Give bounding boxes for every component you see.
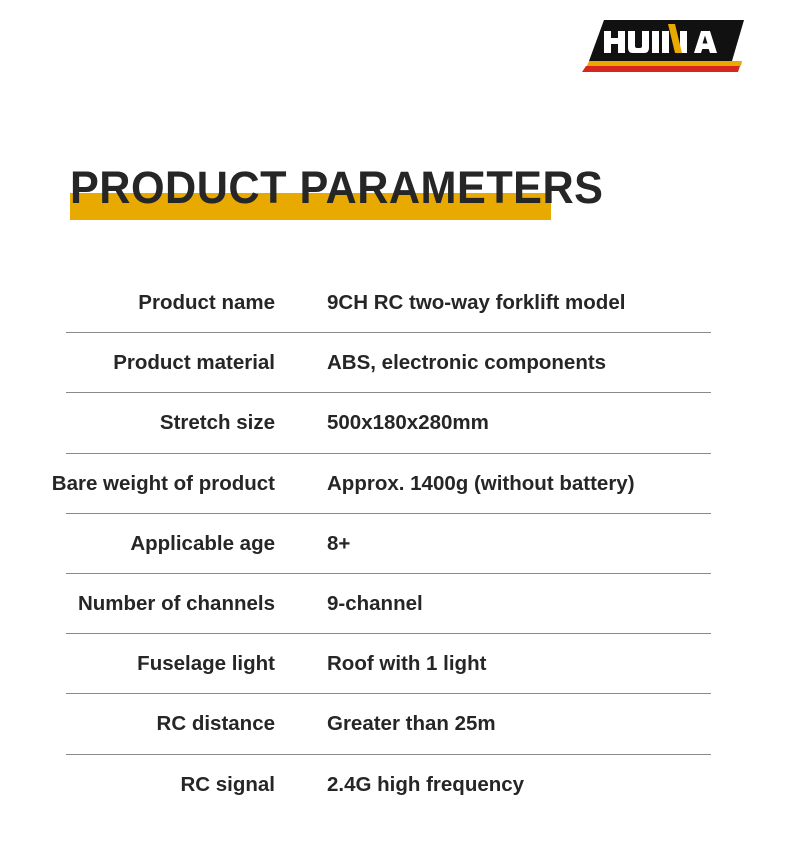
logo-yellow-stripe [587,61,742,66]
param-label: Bare weight of product [51,471,275,495]
param-value: 2.4G high frequency [327,772,525,796]
param-value: Greater than 25m [327,712,496,736]
param-row-product-name [66,273,711,333]
param-label: Product material [113,351,275,375]
param-label: Product name [138,291,275,314]
param-row-bare-weight [51,454,711,514]
param-row-rc-signal [66,755,711,815]
huina-logo-graphic [582,20,744,72]
param-value: ABS, electronic components [327,351,607,375]
param-label: Fuselage light [137,652,275,676]
param-row-product-material [66,333,711,393]
param-label: RC signal [180,772,275,796]
param-value: 9CH RC two-way forklift model [327,291,626,314]
logo-red-stripe [582,66,740,72]
param-value: Roof with 1 light [327,652,487,676]
param-value: Approx. 1400g (without battery) [327,471,635,495]
logo-letter-n-left [662,31,669,53]
param-value: 9-channel [327,591,423,615]
param-row-rc-distance [66,694,711,754]
parameters-table [51,273,711,815]
param-row-number-of-channels [66,574,711,634]
param-label: Number of channels [77,591,275,615]
param-label: Stretch size [159,411,275,435]
param-label: Applicable age [130,531,275,555]
param-row-stretch-size [66,393,711,453]
param-value: 500x180x280mm [327,411,489,435]
param-row-applicable-age [66,514,711,574]
section-heading [70,162,604,222]
param-row-fuselage-light [66,634,711,694]
brand-logo [582,20,744,72]
param-value: 8+ [327,531,351,555]
logo-letter-i [652,31,659,53]
page-title: PRODUCT PARAMETERS [70,162,604,213]
param-label: RC distance [156,712,275,736]
